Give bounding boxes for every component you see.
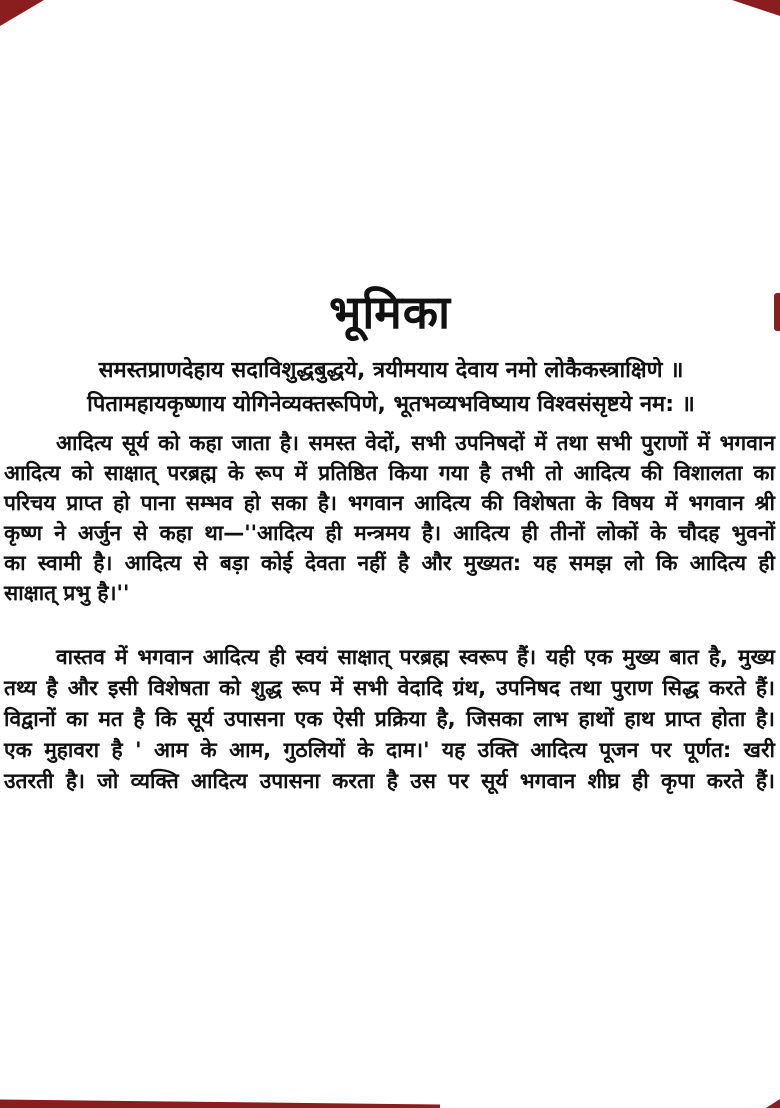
paragraph-2 <box>4 642 775 797</box>
text-line: आदित्य को साक्षात् परब्रह्म के रूप में प्रतिष्ठित किया गया है तभी तो आदित्य की विशालता का <box>4 461 775 485</box>
cover-edge-top-right <box>732 0 780 16</box>
text-line: परिचय प्राप्त हो पाना सम्भव हो सका है। भगवान आदित्य की विशेषता के विषय में भगवान श्री <box>4 491 775 515</box>
cover-edge-bottom-strip <box>0 1098 440 1108</box>
shloka-line-1: समस्तप्राणदेहाय सदाविशुद्धबुद्धये, त्रयीमयाय देवाय नमो लोकैकस्त्राक्षिणे ॥ <box>98 358 684 383</box>
text-line: आदित्य सूर्य को कहा जाता है। समस्त वेदों, सभी उपनिषदों में तथा सभी पुराणों में भगवान <box>56 431 775 455</box>
cover-edge-bottom-right <box>766 1099 780 1108</box>
cover-edge-top-left <box>0 0 44 26</box>
text-line: उतरती है। जो व्यक्ति आदित्य उपासना करता है उस पर सूर्य भगवान शीघ्र ही कृपा करते हैं। <box>4 769 775 793</box>
text-line: का स्वामी है। आदित्य से बड़ा कोई देवता नहीं है और मुख्यत: यह समझ लो कि आदित्य ही <box>4 551 775 575</box>
text-line: वास्तव में भगवान आदित्य ही स्वयं साक्षात् परब्रह्म स्वरूप हैं। यही एक मुख्य बात है, मुख्य <box>56 645 775 669</box>
shloka-line-2: पितामहायकृष्णाय योगिनेव्यक्तरूपिणे, भूतभव्यभविष्याय विश्वसंसृष्टये नम: ॥ <box>87 392 695 417</box>
text-line: एक मुहावरा है ' आम के आम, गुठलियों के दाम।' यह उक्ति आदित्य पूजन पर पूर्णत: खरी <box>4 738 775 762</box>
page-title: भूमिका <box>328 285 451 339</box>
paragraph-1 <box>4 428 775 608</box>
text-line: साक्षात् प्रभु है।'' <box>4 581 130 605</box>
invocation-shloka <box>40 354 742 422</box>
text-line: विद्वानों का मत है कि सूर्य उपासना एक ऐसी प्रक्रिया है, जिसका लाभ हाथों हाथ प्राप्त होता है। <box>4 707 775 731</box>
text-line: तथ्य है और इसी विशेषता को शुद्ध रूप में सभी वेदादि ग्रंथ, उपनिषद तथा पुराण सिद्ध करते हैं। <box>4 676 775 700</box>
text-line: कृष्ण ने अर्जुन से कहा था—''आदित्य ही मन्त्रमय है। आदित्य ही तीनों लोकों के चौदह भुवनों <box>4 521 775 545</box>
